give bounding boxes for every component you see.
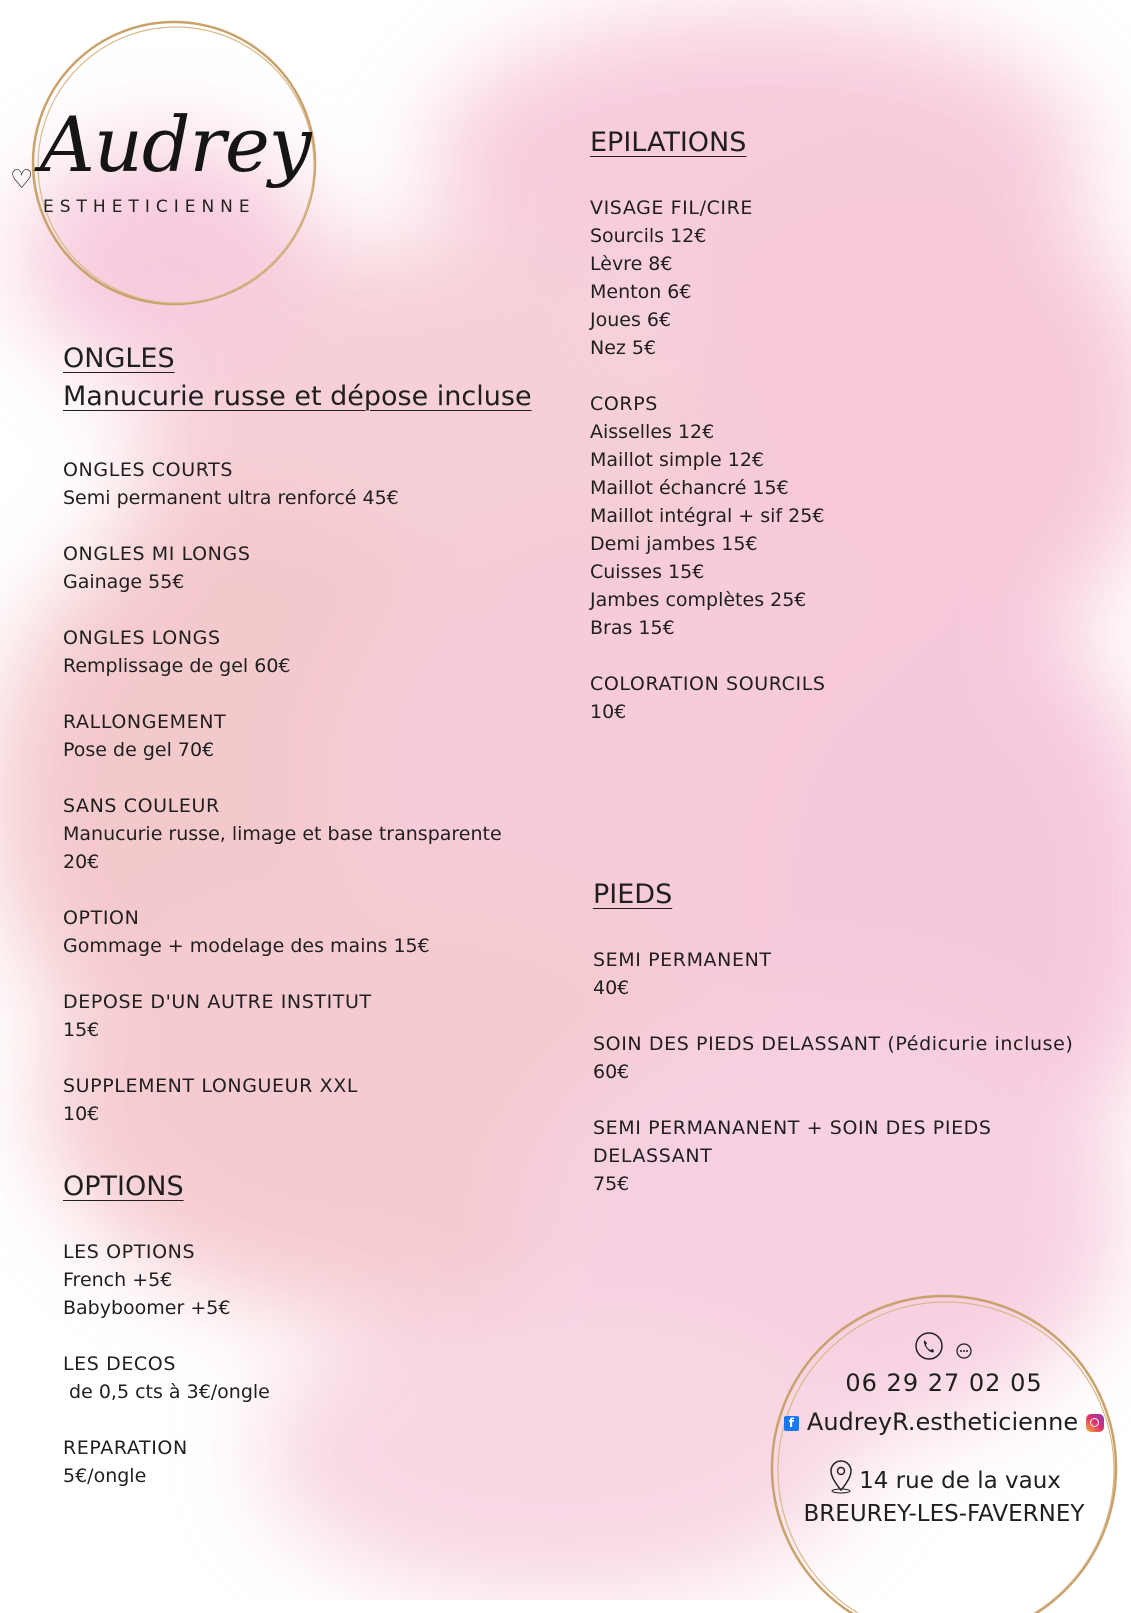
brand-logo	[10, 15, 340, 315]
contact-icons	[768, 1331, 1120, 1361]
heart-icon: ♡	[10, 165, 34, 195]
options-section	[63, 1168, 533, 1490]
service-detail: Remplissage de gel 60€	[63, 655, 291, 677]
price-line: Nez 5€	[590, 337, 657, 359]
service-name: SUPPLEMENT LONGUEUR XXL	[63, 1075, 359, 1097]
social-handle[interactable]: AudreyR.estheticienne	[806, 1408, 1079, 1436]
pieds-section	[593, 876, 1113, 1198]
service-name: ONGLES LONGS	[63, 627, 221, 649]
instagram-icon[interactable]	[1086, 1414, 1104, 1432]
service-name: REPARATION	[63, 1437, 188, 1459]
address-line-1: 14 rue de la vaux	[859, 1468, 1061, 1494]
service-price: 10€	[590, 701, 627, 723]
service-detail: Pose de gel 70€	[63, 739, 215, 761]
options-title: OPTIONS	[63, 1171, 184, 1202]
price-line: Maillot simple 12€	[590, 449, 765, 471]
service-name: LES DECOS	[63, 1353, 177, 1375]
price-line: Demi jambes 15€	[590, 533, 758, 555]
service-name: SOIN DES PIEDS DELASSANT (Pédicurie incluse)	[593, 1033, 1074, 1055]
price-line: Maillot échancré 15€	[590, 477, 789, 499]
service-price: 75€	[593, 1173, 630, 1195]
service-price: 40€	[593, 977, 630, 999]
service-detail: Gommage + modelage des mains 15€	[63, 935, 430, 957]
price-line: Cuisses 15€	[590, 561, 705, 583]
ongles-section	[63, 340, 533, 1128]
address-line-2: BREUREY-LES-FAVERNEY	[803, 1501, 1085, 1527]
pieds-title: PIEDS	[593, 879, 673, 910]
service-name: ONGLES COURTS	[63, 459, 233, 481]
service-name: OPTION	[63, 907, 140, 929]
service-name: RALLONGEMENT	[63, 711, 227, 733]
service-detail: Semi permanent ultra renforcé 45€	[63, 487, 399, 509]
price-line: Jambes complètes 25€	[590, 589, 807, 611]
service-name: COLORATION SOURCILS	[590, 673, 826, 695]
service-name: SEMI PERMANENT	[593, 949, 772, 971]
service-detail: 15€	[63, 1019, 100, 1041]
service-price: 20€	[63, 851, 100, 873]
service-detail: Gainage 55€	[63, 571, 185, 593]
service-detail: 5€/ongle	[63, 1465, 147, 1487]
location-pin-icon	[827, 1458, 855, 1494]
service-price: 60€	[593, 1061, 630, 1083]
option-line: Babyboomer +5€	[63, 1297, 231, 1319]
service-name: SEMI PERMANANENT + SOIN DES PIEDS DELASSANT	[593, 1117, 992, 1167]
logo-script-name: Audrey	[40, 100, 311, 189]
price-line: Aisselles 12€	[590, 421, 715, 443]
service-detail: de 0,5 cts à 3€/ongle	[63, 1381, 270, 1403]
logo-subtitle: ESTHETICIENNE	[43, 197, 256, 217]
contact-badge	[768, 1283, 1120, 1613]
address	[768, 1458, 1120, 1531]
service-name: ONGLES MI LONGS	[63, 543, 251, 565]
price-line: Menton 6€	[590, 281, 692, 303]
price-line: Maillot intégral + sif 25€	[590, 505, 825, 527]
service-name: SANS COULEUR	[63, 795, 220, 817]
service-name: VISAGE FIL/CIRE	[590, 197, 754, 219]
price-line: Joues 6€	[590, 309, 672, 331]
ongles-title: ONGLES	[63, 343, 175, 374]
phone-icon[interactable]	[914, 1331, 944, 1361]
phone-number[interactable]: 06 29 27 02 05	[845, 1369, 1043, 1397]
service-name: CORPS	[590, 393, 658, 415]
price-line: Lèvre 8€	[590, 253, 673, 275]
facebook-icon[interactable]: f	[784, 1416, 799, 1431]
price-line: Sourcils 12€	[590, 225, 707, 247]
price-line: Bras 15€	[590, 617, 675, 639]
option-line: French +5€	[63, 1269, 173, 1291]
service-name: DEPOSE D'UN AUTRE INSTITUT	[63, 991, 372, 1013]
social-handle-row	[768, 1408, 1120, 1436]
service-detail: Manucurie russe, limage et base transparente	[63, 823, 502, 845]
chat-icon[interactable]	[954, 1341, 974, 1361]
service-detail: 10€	[63, 1103, 100, 1125]
epilations-section	[590, 124, 1110, 726]
ongles-subtitle: Manucurie russe et dépose incluse	[63, 381, 532, 412]
service-name: LES OPTIONS	[63, 1241, 196, 1263]
epilations-title: EPILATIONS	[590, 127, 747, 158]
